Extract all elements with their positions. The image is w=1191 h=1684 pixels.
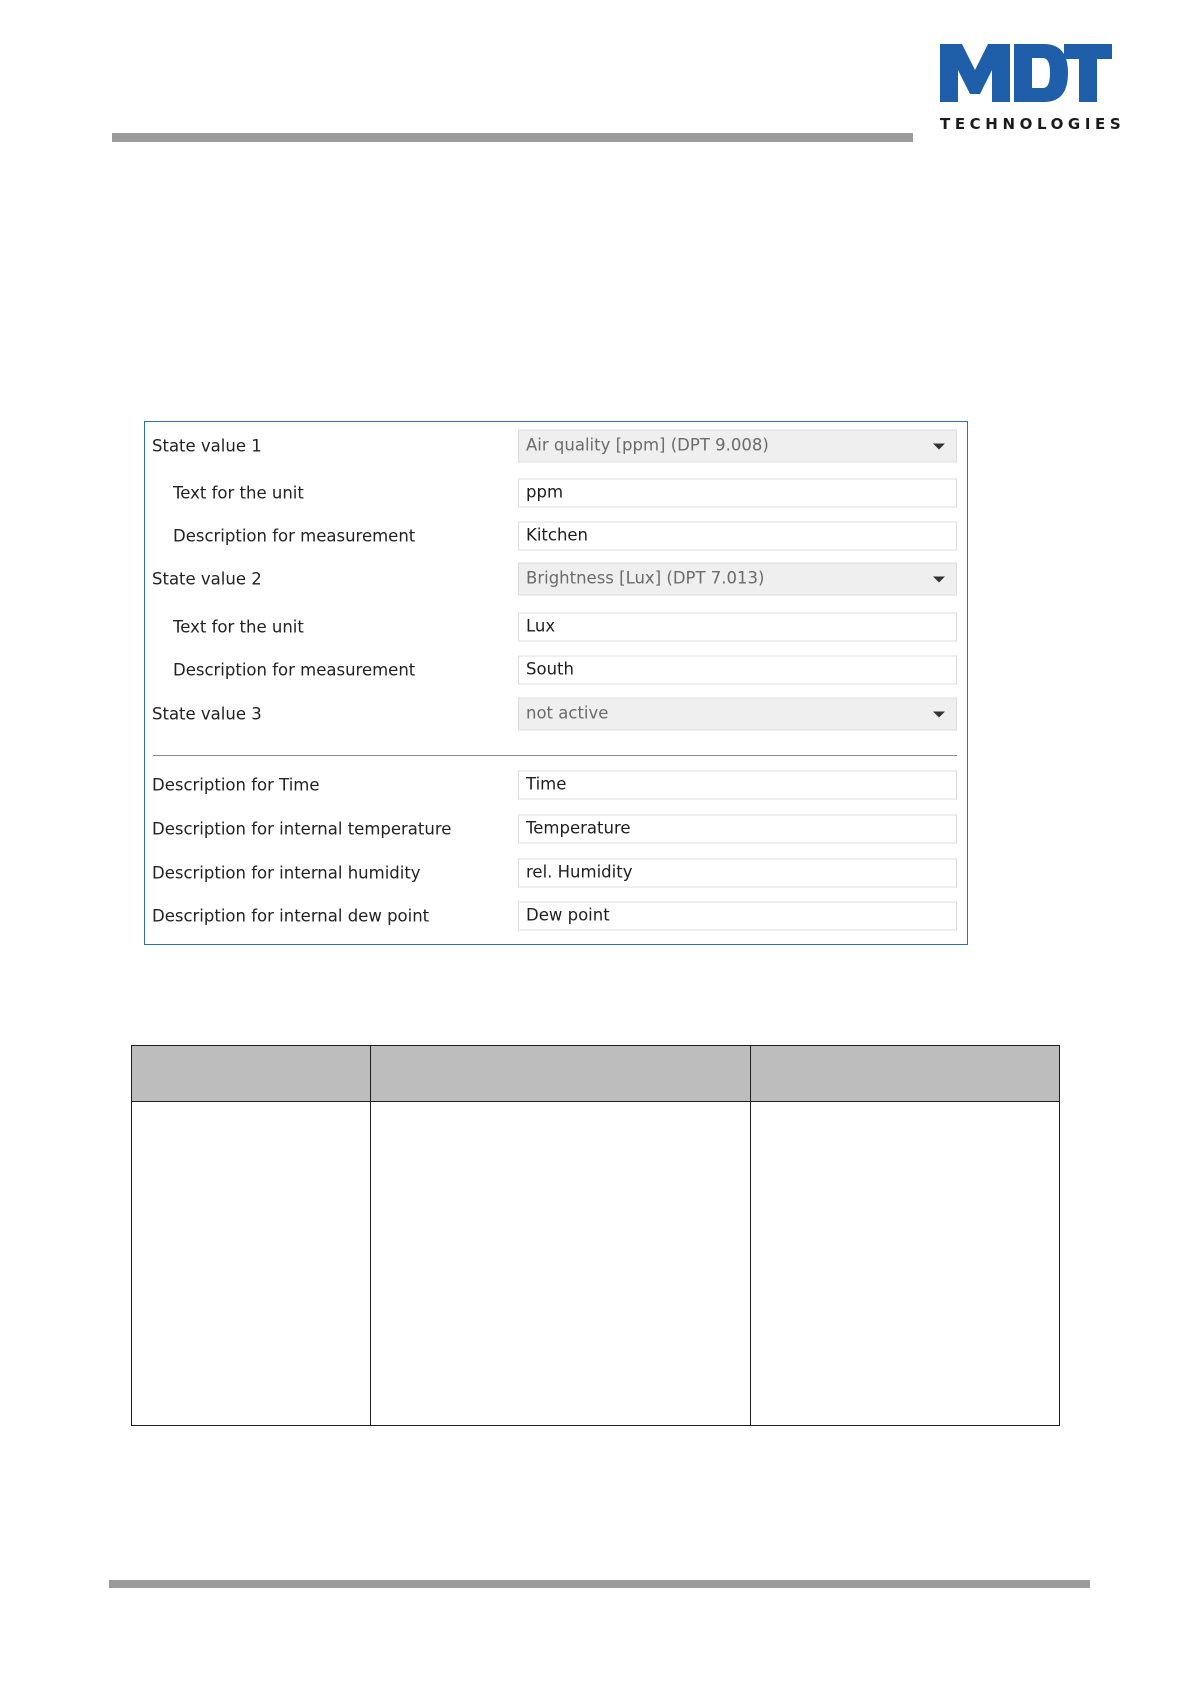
row-state-value-3 (145, 697, 967, 731)
mdt-logo-mark (940, 44, 1112, 104)
dew-point-desc-input[interactable]: Dew point (518, 902, 957, 931)
temperature-desc-input[interactable]: Temperature (518, 815, 957, 844)
state-value-2-label: State value 2 (152, 569, 262, 589)
row-measurement-desc-2 (145, 653, 967, 687)
state-value-3-dropdown[interactable] (518, 698, 957, 731)
unit-text-2-label: Text for the unit (173, 617, 304, 637)
parameter-table (131, 1045, 1060, 1426)
row-time-desc (145, 768, 967, 802)
mdt-logo (940, 44, 1126, 134)
humidity-desc-input[interactable]: rel. Humidity (518, 859, 957, 888)
row-temperature-desc (145, 812, 967, 846)
table-header-cell (371, 1046, 751, 1102)
table-cell (132, 1102, 371, 1426)
row-humidity-desc (145, 856, 967, 890)
measurement-desc-1-label: Description for measurement (173, 526, 416, 546)
measurement-desc-2-input[interactable]: South (518, 656, 957, 685)
table-cell (751, 1102, 1060, 1426)
footer-rule (109, 1580, 1090, 1588)
state-value-2-selected: Brightness [Lux] (DPT 7.013) (526, 568, 765, 588)
row-unit-text-1 (145, 476, 967, 510)
state-value-2-dropdown[interactable] (518, 563, 957, 596)
table-row (132, 1102, 1060, 1426)
chevron-down-icon[interactable] (933, 577, 945, 583)
parameter-panel (144, 421, 968, 945)
measurement-desc-2-label: Description for measurement (173, 660, 416, 680)
temperature-desc-label: Description for internal temperature (152, 819, 452, 839)
chevron-down-icon[interactable] (933, 444, 945, 450)
table-cell (371, 1102, 751, 1426)
state-value-3-label: State value 3 (152, 704, 262, 724)
logo-subtitle: TECHNOLOGIES (940, 115, 1126, 133)
header-rule (112, 133, 913, 142)
section-divider (153, 755, 957, 756)
chevron-down-icon[interactable] (933, 712, 945, 718)
dew-point-desc-label: Description for internal dew point (152, 906, 430, 926)
unit-text-1-input[interactable]: ppm (518, 479, 957, 508)
row-state-value-1 (145, 429, 967, 463)
state-value-1-label: State value 1 (152, 436, 262, 456)
unit-text-1-label: Text for the unit (173, 483, 304, 503)
humidity-desc-label: Description for internal humidity (152, 863, 421, 883)
row-dew-point-desc (145, 899, 967, 933)
table-header-cell (751, 1046, 1060, 1102)
row-measurement-desc-1 (145, 519, 967, 553)
unit-text-2-input[interactable]: Lux (518, 613, 957, 642)
state-value-1-dropdown[interactable] (518, 430, 957, 463)
state-value-1-selected: Air quality [ppm] (DPT 9.008) (526, 435, 769, 455)
time-desc-label: Description for Time (152, 775, 320, 795)
row-state-value-2 (145, 562, 967, 596)
table-header-cell (132, 1046, 371, 1102)
row-unit-text-2 (145, 610, 967, 644)
measurement-desc-1-input[interactable]: Kitchen (518, 522, 957, 551)
state-value-3-selected: not active (526, 703, 609, 723)
time-desc-input[interactable]: Time (518, 771, 957, 800)
table-header-row (132, 1046, 1060, 1102)
